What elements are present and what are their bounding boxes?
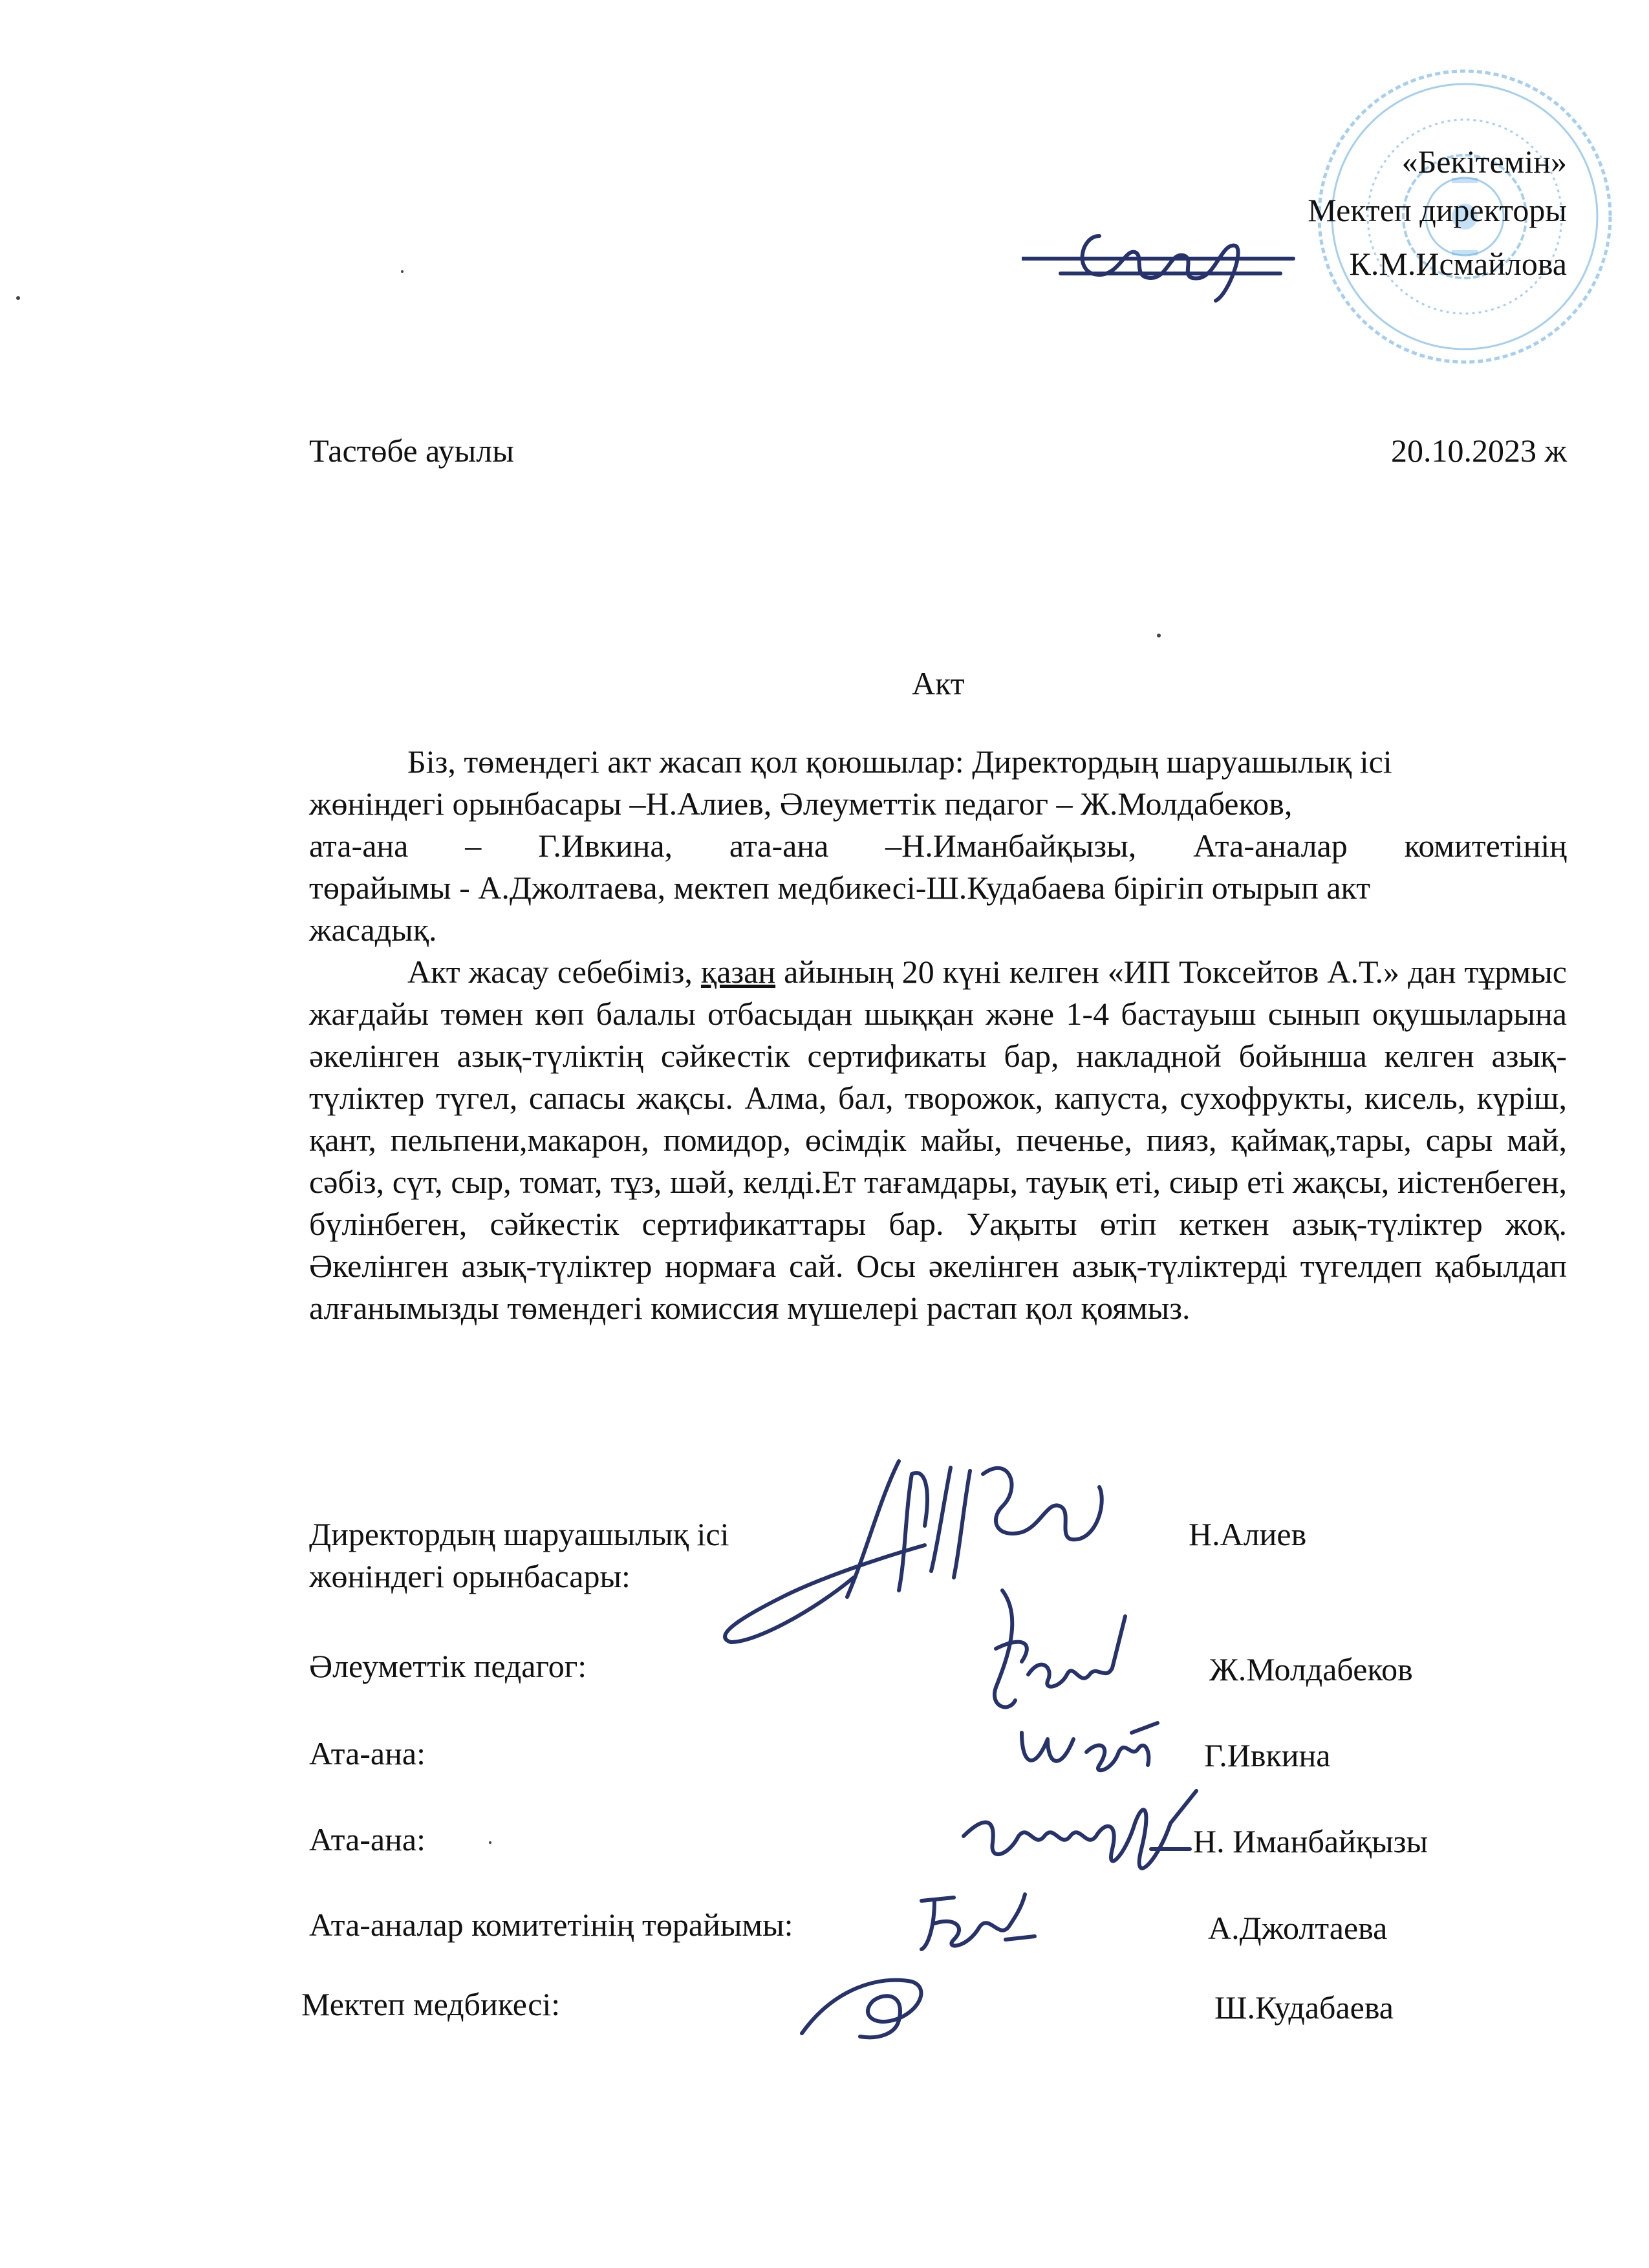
scan-speck xyxy=(1157,634,1161,637)
date-label: 20.10.2023 ж xyxy=(1390,433,1567,469)
signatory-role: Директордың шаруашылық ісі xyxy=(309,1516,729,1552)
paragraph-1-line: төрайымы - А.Джолтаева, мектеп медбикесі-Ш.Кудабаева бірігіп отырып акт xyxy=(309,870,1371,906)
paragraph-1 xyxy=(309,741,1567,951)
paragraph-2-rest: айының 20 күні келген «ИП Токсейтов А.Т.» дан тұрмыс жағдайы төмен көп балалы отбасыдан шыққан және 1-4 бастауыш сынып оқушыларына әкелінген азық-түліктің сәйкестік сертификаты бар, накладной бойынша келген азық-түліктер түгел, сапасы жақсы. Алма, бал, творожок, капуста, сухофрукты, кисель, күріш, қант, пельпени,макарон, помидор, өсімдік майы, печенье, пияз, қаймақ,тары, сары май, сәбіз, сүт, сыр, томат, тұз, шәй, келді.Ет тағамдары, тауық еті, сиыр еті жақсы, иістенбеген, бүлінбеген, сәйкестік сертификаттары бар. Уақыты өтіп кеткен азық-түліктер жоқ. Әкелінген азық-түліктер нормаға сай. Осы әкелінген азық-түліктерді түгелдеп қабылдап алғанымызды төмендегі комиссия мүшелері растап қол қоямыз. xyxy=(309,954,1567,1326)
signatory-role: Ата-ана: xyxy=(309,1821,426,1857)
signature-joltayeva-icon xyxy=(909,1888,1038,1962)
signatory-name: Ж.Молдабеков xyxy=(1209,1651,1413,1687)
signature-imanbaikyzy-icon xyxy=(957,1784,1203,1898)
approval-position: Мектеп директоры xyxy=(1308,192,1567,228)
signatory-role: Ата-аналар комитетінің төрайымы: xyxy=(309,1907,793,1943)
scan-speck xyxy=(16,296,20,300)
paragraph-2-month: қазан xyxy=(700,954,776,990)
signature-ivkina-icon xyxy=(1009,1713,1170,1788)
signatory-name: Н.Алиев xyxy=(1189,1516,1307,1552)
signatory-role: Мектеп медбикесі: xyxy=(301,1986,561,2022)
signatory-role: Ата-ана: xyxy=(309,1735,426,1771)
paragraph-1-line: жасадық. xyxy=(309,912,437,948)
signatory-name: Н. Иманбайқызы xyxy=(1193,1823,1428,1859)
scan-speck xyxy=(489,1841,491,1844)
signatory-name: Г.Ивкина xyxy=(1204,1737,1331,1773)
signatory-role: Әлеуметтік педагог: xyxy=(309,1648,587,1684)
paragraph-1-line: Біз, төмендегі акт жасап қол қоюшылар: Директордың шаруашылық ісі xyxy=(407,744,1392,780)
signature-kudabayeva-icon xyxy=(795,1969,944,2049)
paragraph-1-line: ата-ана – Г.Ивкина, ата-ана –Н.Иманбайқызы, Ата-аналар комитетінің xyxy=(309,828,1567,864)
paragraph-1-line: жөніндегі орынбасары –Н.Алиев, Әлеуметтік педагог – Ж.Молдабеков, xyxy=(309,786,1293,822)
paragraph-2-start: Акт жасау себебіміз, xyxy=(407,954,693,990)
approval-title: «Бекітемін» xyxy=(1401,144,1567,180)
paragraph-2 xyxy=(309,951,1567,1329)
signatory-name: Ш.Кудабаева xyxy=(1214,1989,1394,2026)
signature-moldabekov-icon xyxy=(970,1578,1138,1729)
signatory-role-line2: жөніндегі орынбасары: xyxy=(309,1558,630,1594)
director-signature-icon xyxy=(1022,223,1306,310)
director-name: К.М.Исмайлова xyxy=(1349,246,1567,282)
signatory-name: А.Джолтаева xyxy=(1208,1910,1388,1946)
place-label: Тастөбе ауылы xyxy=(309,433,514,469)
document-title: Акт xyxy=(912,665,965,701)
scan-speck xyxy=(401,270,404,273)
